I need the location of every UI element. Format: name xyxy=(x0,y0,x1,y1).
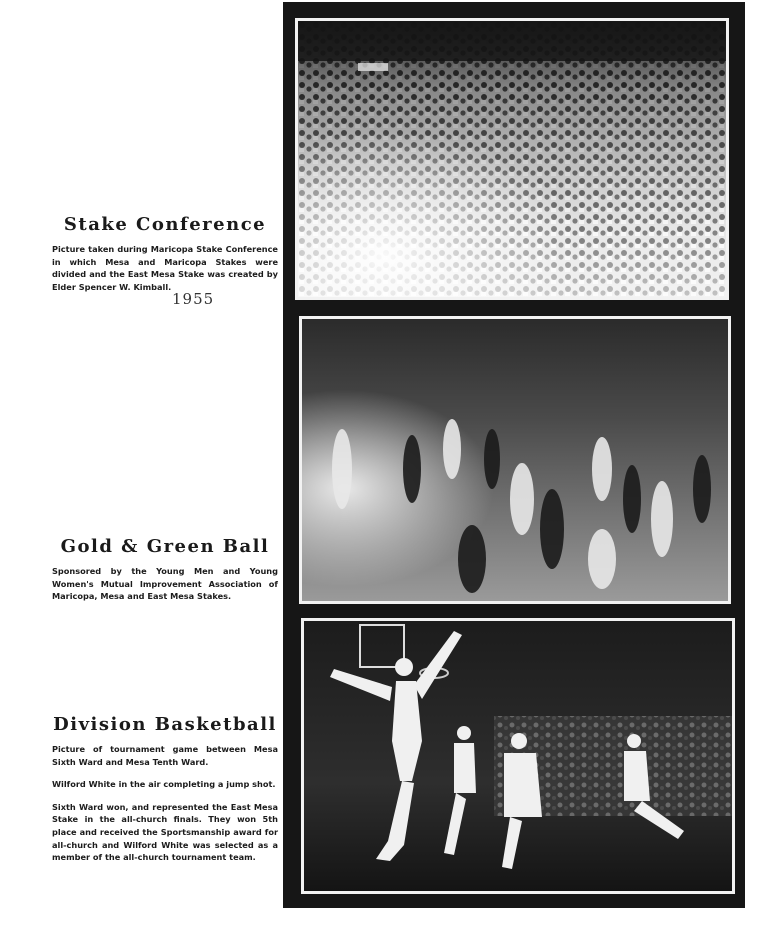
dance-illustration xyxy=(302,319,728,601)
photo-stake-conference-crowd xyxy=(295,18,729,300)
heading-stake-conference: Stake Conference xyxy=(63,214,267,235)
caption-gold-green-ball xyxy=(52,536,278,613)
caption-division-basketball xyxy=(52,714,278,874)
heading-division-basketball: Division Basketball xyxy=(53,714,277,735)
paragraph-gold-green-ball: Sponsored by the Young Men and Young Women's Mutual Improvement Association of Maricopa, Mesa and East Mesa Stakes. xyxy=(52,566,278,602)
photo-division-basketball-game xyxy=(301,618,735,894)
handwritten-year-note: 1955 xyxy=(172,290,215,308)
caption-stake-conference xyxy=(52,214,278,303)
basketball-illustration xyxy=(304,621,732,891)
paragraph-basketball-1: Picture of tournament game between Mesa Sixth Ward and Mesa Tenth Ward. xyxy=(52,744,278,767)
paragraph-stake-conference: Picture taken during Maricopa Stake Conference in which Mesa and Maricopa Stakes were divided and the East Mesa Stake was created by Elder Spencer W. Kimball. xyxy=(52,244,278,292)
crowd-illustration xyxy=(298,21,726,297)
photo-panel xyxy=(283,2,745,908)
paragraph-basketball-3: Sixth Ward won, and represented the East Mesa Stake in the all-church finals. They won 5th place and received the Sportsmanship award for all-church and Wilford White was selected as a member of the all-church tournament team. xyxy=(52,801,278,863)
paragraph-basketball-2: Wilford White in the air completing a jump shot. xyxy=(52,779,276,790)
heading-gold-green-ball: Gold & Green Ball xyxy=(60,536,270,557)
photo-gold-green-ball-dance xyxy=(299,316,731,604)
